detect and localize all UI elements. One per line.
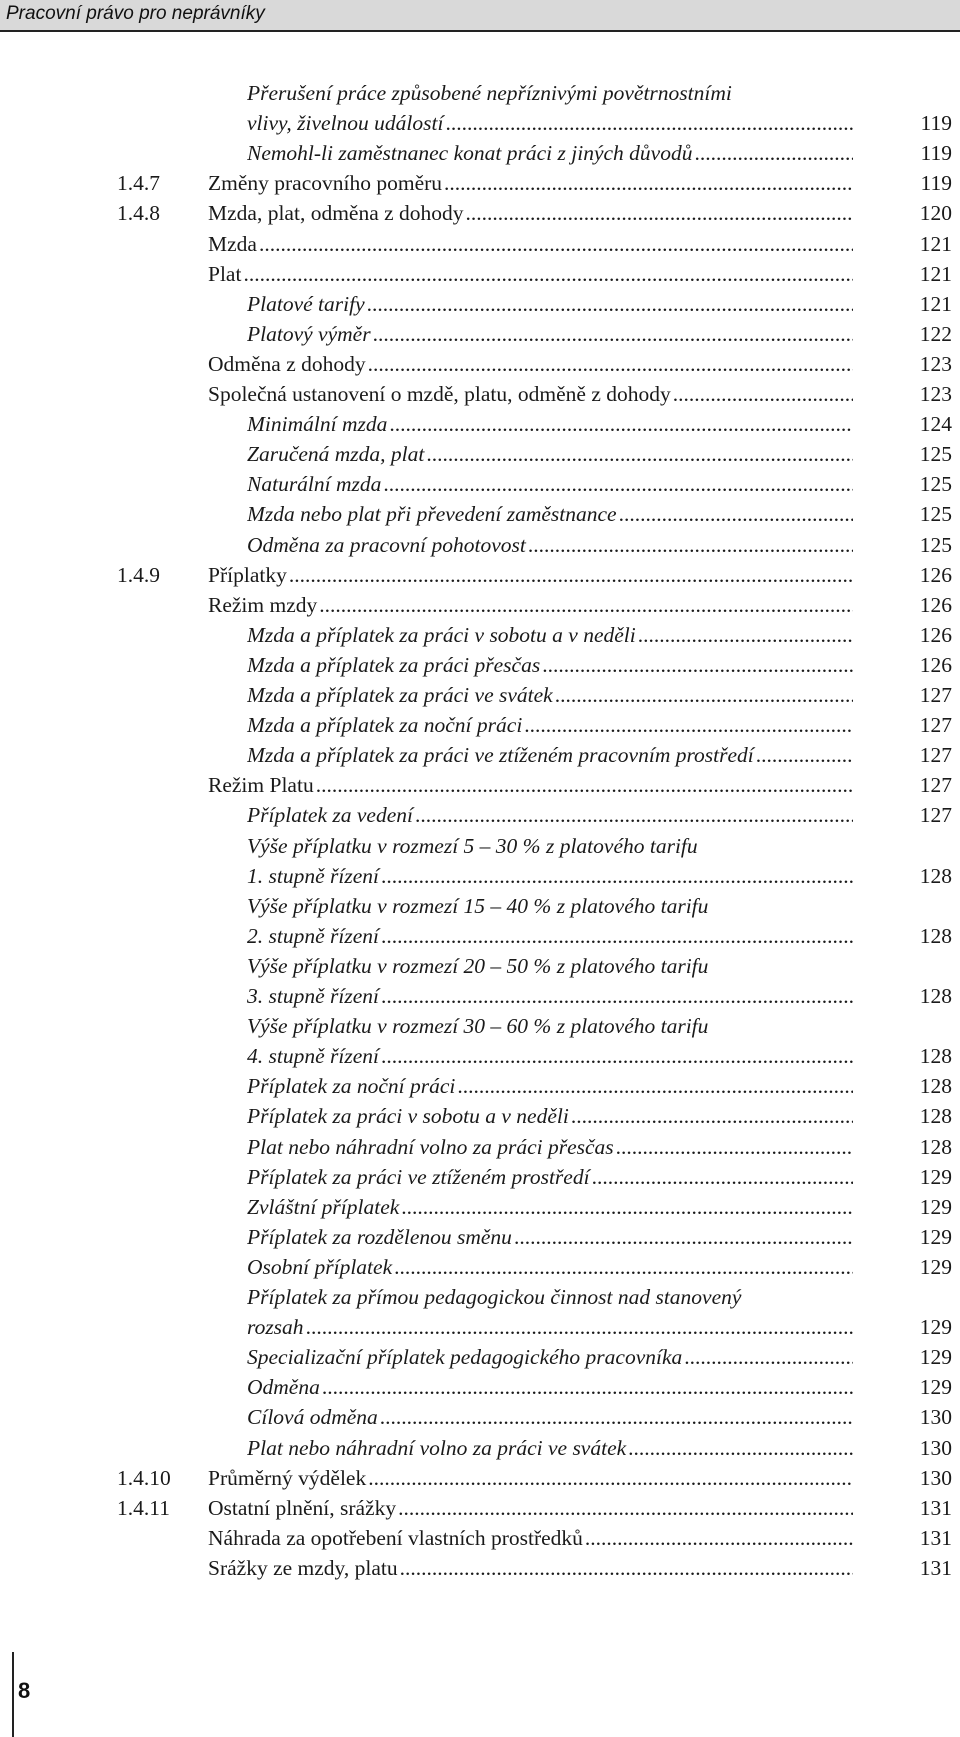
page-number-rule bbox=[12, 1652, 14, 1737]
entry-line bbox=[208, 1553, 856, 1583]
page-reference: 127 bbox=[919, 743, 952, 768]
page-reference: 126 bbox=[919, 652, 952, 677]
page-reference: 123 bbox=[919, 351, 952, 376]
toc-entry bbox=[0, 1192, 960, 1222]
entry-title: Naturální mzda bbox=[247, 472, 382, 497]
dot-leader bbox=[756, 740, 853, 770]
entry-title: Příplatek za práci v sobotu a v neděli bbox=[247, 1104, 569, 1129]
dot-leader bbox=[444, 168, 853, 198]
entry-title: Přerušení práce způsobené nepříznivými povětrnostními bbox=[247, 81, 732, 105]
entry-line bbox=[247, 1132, 856, 1162]
toc-entry bbox=[0, 229, 960, 259]
page-reference: 121 bbox=[919, 291, 952, 316]
entry-title: Příplatek za vedení bbox=[247, 803, 413, 828]
dot-leader bbox=[514, 1222, 853, 1252]
entry-line bbox=[247, 530, 856, 560]
dot-leader bbox=[571, 1101, 853, 1131]
entry-line bbox=[208, 379, 856, 409]
entry-title: Mzda a příplatek za práci v sobotu a v neděli bbox=[247, 622, 636, 647]
entry-title: Platové tarify bbox=[247, 291, 365, 316]
page-reference: 129 bbox=[919, 1164, 952, 1189]
toc-entry bbox=[0, 1402, 960, 1432]
page-reference: 129 bbox=[919, 1375, 952, 1400]
dot-leader bbox=[400, 1553, 853, 1583]
dot-leader bbox=[389, 409, 853, 439]
dot-leader bbox=[528, 530, 853, 560]
entry-line bbox=[208, 770, 856, 800]
toc-entry bbox=[0, 1523, 960, 1553]
toc-entry bbox=[0, 319, 960, 349]
dot-leader bbox=[585, 1523, 853, 1553]
dot-leader bbox=[592, 1162, 853, 1192]
toc-entry bbox=[0, 198, 960, 228]
entry-line bbox=[247, 740, 856, 770]
entry-title: 2. stupně řízení bbox=[247, 923, 379, 948]
toc-entry bbox=[0, 861, 960, 891]
entry-title: Mzda a příplatek za práci přesčas bbox=[247, 652, 541, 677]
page-reference: 128 bbox=[919, 1074, 952, 1099]
dot-leader bbox=[616, 1132, 853, 1162]
page-reference: 128 bbox=[919, 984, 952, 1008]
entry-title: Společná ustanovení o mzdě, platu, odměně z dohody bbox=[208, 382, 671, 406]
dot-leader bbox=[694, 138, 853, 168]
dot-leader bbox=[619, 499, 853, 529]
page-reference: 129 bbox=[919, 1254, 952, 1279]
entry-title: Mzda nebo plat při převedení zaměstnance bbox=[247, 502, 617, 527]
page-reference: 131 bbox=[919, 1555, 952, 1580]
page-reference: 128 bbox=[919, 923, 952, 948]
entry-title: Odměna za pracovní pohotovost bbox=[247, 532, 526, 557]
dot-leader bbox=[316, 770, 853, 800]
page-reference: 119 bbox=[920, 171, 952, 196]
entry-title: Plat nebo náhradní volno za práci ve svátek bbox=[247, 1435, 627, 1460]
dot-leader bbox=[401, 1192, 853, 1222]
entry-line bbox=[208, 349, 856, 379]
entry-line bbox=[247, 1252, 856, 1282]
toc-entry bbox=[0, 800, 960, 830]
entry-line bbox=[208, 1463, 856, 1493]
entry-title: Nemohl-li zaměstnanec konat práci z jiných důvodů bbox=[247, 141, 693, 166]
book-title: Pracovní právo pro neprávníky bbox=[6, 3, 265, 24]
entry-title: Režim Platu bbox=[208, 773, 314, 798]
toc-entry bbox=[0, 921, 960, 951]
dot-leader bbox=[368, 349, 853, 379]
section-number: 1.4.8 bbox=[117, 201, 160, 226]
entry-line bbox=[247, 469, 856, 499]
toc-entry bbox=[0, 1162, 960, 1192]
entry-line bbox=[247, 1101, 856, 1131]
entry-title: Plat nebo náhradní volno za práci přesčas bbox=[247, 1134, 614, 1159]
page-reference: 128 bbox=[919, 1044, 952, 1069]
entry-title: Příplatky bbox=[208, 562, 287, 587]
toc-entry bbox=[0, 78, 960, 108]
page-reference: 126 bbox=[919, 622, 952, 647]
entry-line bbox=[247, 1402, 856, 1432]
dot-leader bbox=[394, 1252, 853, 1282]
toc-entry bbox=[0, 259, 960, 289]
entry-title: Odměna bbox=[247, 1375, 320, 1400]
entry-line bbox=[208, 560, 856, 590]
toc-entry bbox=[0, 1553, 960, 1583]
dot-leader bbox=[381, 921, 853, 951]
section-number: 1.4.9 bbox=[117, 562, 160, 587]
toc-entry bbox=[0, 831, 960, 861]
entry-line bbox=[247, 1372, 856, 1402]
toc-entry bbox=[0, 499, 960, 529]
page-reference: 125 bbox=[919, 442, 952, 467]
page-reference: 131 bbox=[919, 1495, 952, 1520]
entry-title: rozsah bbox=[247, 1315, 304, 1340]
toc-entry bbox=[0, 1312, 960, 1342]
toc-entry bbox=[0, 1132, 960, 1162]
toc-entry bbox=[0, 289, 960, 319]
toc-entry bbox=[0, 590, 960, 620]
page-reference: 128 bbox=[919, 1104, 952, 1129]
entry-line bbox=[208, 168, 856, 198]
toc-entry bbox=[0, 530, 960, 560]
dot-leader bbox=[289, 560, 853, 590]
toc-entry bbox=[0, 1071, 960, 1101]
page-reference: 130 bbox=[919, 1435, 952, 1460]
page-reference: 119 bbox=[920, 141, 952, 166]
entry-line bbox=[247, 1011, 856, 1041]
entry-line bbox=[247, 1282, 856, 1312]
entry-line bbox=[247, 1041, 856, 1071]
page-reference: 126 bbox=[919, 562, 952, 587]
entry-line bbox=[247, 289, 856, 319]
entry-line bbox=[208, 1523, 856, 1553]
page-reference: 120 bbox=[919, 201, 952, 226]
page-reference: 128 bbox=[919, 863, 952, 888]
dot-leader bbox=[319, 590, 853, 620]
dot-leader bbox=[381, 861, 853, 891]
entry-title: Výše příplatku v rozmezí 15 – 40 % z platového tarifu bbox=[247, 893, 709, 918]
entry-title: Příplatek za rozdělenou směnu bbox=[247, 1224, 512, 1249]
entry-line bbox=[247, 861, 856, 891]
page-number: 8 bbox=[18, 1678, 31, 1703]
entry-line bbox=[247, 981, 856, 1011]
entry-title: Platový výměr bbox=[247, 321, 371, 346]
dot-leader bbox=[383, 469, 853, 499]
entry-title: Mzda bbox=[208, 231, 257, 256]
dot-leader bbox=[381, 1041, 853, 1071]
toc-entry bbox=[0, 620, 960, 650]
entry-line bbox=[247, 1312, 856, 1342]
entry-title: Plat bbox=[208, 261, 242, 286]
toc-entry bbox=[0, 108, 960, 138]
dot-leader bbox=[367, 289, 853, 319]
entry-line bbox=[247, 921, 856, 951]
toc-entry bbox=[0, 951, 960, 981]
dot-leader bbox=[426, 439, 853, 469]
page-reference: 129 bbox=[919, 1345, 952, 1370]
toc-entry bbox=[0, 650, 960, 680]
toc-entry bbox=[0, 1372, 960, 1402]
toc-entry bbox=[0, 1493, 960, 1523]
entry-line bbox=[247, 78, 856, 108]
toc-entry bbox=[0, 138, 960, 168]
page-reference: 127 bbox=[919, 773, 952, 798]
dot-leader bbox=[373, 319, 853, 349]
page-reference: 131 bbox=[919, 1525, 952, 1550]
page-reference: 130 bbox=[919, 1405, 952, 1430]
page-reference: 130 bbox=[919, 1465, 952, 1490]
entry-line bbox=[247, 680, 856, 710]
entry-line bbox=[247, 620, 856, 650]
toc-entry bbox=[0, 1282, 960, 1312]
entry-title: Režim mzdy bbox=[208, 592, 318, 617]
toc-entry bbox=[0, 439, 960, 469]
entry-line bbox=[247, 710, 856, 740]
toc-entry bbox=[0, 981, 960, 1011]
entry-title: Ostatní plnění, srážky bbox=[208, 1495, 397, 1520]
entry-title: Výše příplatku v rozmezí 20 – 50 % z platového tarifu bbox=[247, 953, 709, 978]
entry-title: 3. stupně řízení bbox=[247, 984, 379, 1008]
page-reference: 127 bbox=[919, 803, 952, 828]
dot-leader bbox=[368, 1463, 853, 1493]
entry-line bbox=[247, 439, 856, 469]
toc-entry bbox=[0, 710, 960, 740]
entry-line bbox=[247, 1162, 856, 1192]
dot-leader bbox=[380, 1402, 853, 1432]
toc-entry bbox=[0, 740, 960, 770]
page-reference: 129 bbox=[919, 1315, 952, 1340]
entry-line bbox=[247, 319, 856, 349]
page-reference: 125 bbox=[919, 532, 952, 557]
entry-title: Mzda a příplatek za práci ve ztíženém pracovním prostředí bbox=[247, 743, 754, 768]
entry-line bbox=[208, 198, 856, 228]
entry-line bbox=[247, 1071, 856, 1101]
toc-entry bbox=[0, 379, 960, 409]
entry-line bbox=[208, 1493, 856, 1523]
dot-leader bbox=[555, 680, 853, 710]
dot-leader bbox=[306, 1312, 853, 1342]
toc-entry bbox=[0, 1041, 960, 1071]
section-number: 1.4.10 bbox=[117, 1465, 171, 1490]
dot-leader bbox=[445, 108, 853, 138]
entry-title: Změny pracovního poměru bbox=[208, 171, 443, 196]
entry-title: Odměna z dohody bbox=[208, 351, 366, 376]
toc-entry bbox=[0, 560, 960, 590]
entry-title: vlivy, živelnou událostí bbox=[247, 111, 444, 136]
entry-line bbox=[247, 1192, 856, 1222]
dot-leader bbox=[457, 1071, 853, 1101]
page-reference: 121 bbox=[919, 231, 952, 256]
entry-line bbox=[247, 108, 856, 138]
page-reference: 119 bbox=[920, 111, 952, 136]
dot-leader bbox=[415, 800, 853, 830]
entry-title: Příplatek za noční práci bbox=[247, 1074, 456, 1099]
page-reference: 128 bbox=[919, 1134, 952, 1159]
entry-line bbox=[247, 1222, 856, 1252]
toc-entry bbox=[0, 1011, 960, 1041]
entry-title: Mzda a příplatek za noční práci bbox=[247, 713, 523, 738]
toc-entry bbox=[0, 1101, 960, 1131]
dot-leader bbox=[381, 981, 853, 1011]
dot-leader bbox=[542, 650, 853, 680]
dot-leader bbox=[259, 229, 853, 259]
toc-entry bbox=[0, 409, 960, 439]
dot-leader bbox=[673, 379, 853, 409]
dot-leader bbox=[684, 1342, 853, 1372]
page-reference: 126 bbox=[919, 592, 952, 617]
entry-title: Mzda, plat, odměna z dohody bbox=[208, 201, 464, 226]
entry-title: 1. stupně řízení bbox=[247, 863, 379, 888]
entry-line bbox=[208, 590, 856, 620]
page-reference: 124 bbox=[919, 412, 952, 437]
entry-line bbox=[247, 1433, 856, 1463]
entry-title: Zvláštní příplatek bbox=[247, 1194, 400, 1219]
dot-leader bbox=[243, 259, 853, 289]
entry-line bbox=[247, 1342, 856, 1372]
page-reference: 122 bbox=[919, 321, 952, 346]
entry-title: Minimální mzda bbox=[247, 412, 388, 437]
entry-line bbox=[247, 891, 856, 921]
toc-entry bbox=[0, 1463, 960, 1493]
entry-line bbox=[208, 259, 856, 289]
entry-line bbox=[247, 138, 856, 168]
page-reference: 127 bbox=[919, 683, 952, 707]
toc-entry bbox=[0, 1222, 960, 1252]
entry-title: Výše příplatku v rozmezí 30 – 60 % z platového tarifu bbox=[247, 1014, 709, 1039]
dot-leader bbox=[322, 1372, 853, 1402]
entry-title: Příplatek za práci ve ztíženém prostředí bbox=[247, 1164, 590, 1189]
dot-leader bbox=[398, 1493, 853, 1523]
entry-line bbox=[247, 831, 856, 861]
toc-entry bbox=[0, 349, 960, 379]
entry-title: Mzda a příplatek za práci ve svátek bbox=[247, 683, 553, 707]
entry-line bbox=[247, 650, 856, 680]
toc-entry bbox=[0, 469, 960, 499]
entry-line bbox=[247, 409, 856, 439]
dot-leader bbox=[466, 198, 853, 228]
entry-title: Průměrný výdělek bbox=[208, 1465, 367, 1490]
toc-entry bbox=[0, 1252, 960, 1282]
entry-title: Výše příplatku v rozmezí 5 – 30 % z platového tarifu bbox=[247, 833, 698, 858]
dot-leader bbox=[628, 1433, 853, 1463]
entry-title: Cílová odměna bbox=[247, 1405, 378, 1430]
running-header bbox=[0, 0, 960, 30]
section-number: 1.4.11 bbox=[117, 1495, 170, 1520]
page-reference: 123 bbox=[919, 382, 952, 406]
toc-entry bbox=[0, 1342, 960, 1372]
entry-title: 4. stupně řízení bbox=[247, 1044, 379, 1069]
entry-title: Srážky ze mzdy, platu bbox=[208, 1555, 398, 1580]
page-reference: 129 bbox=[919, 1194, 952, 1219]
page-reference: 121 bbox=[919, 261, 952, 286]
toc-entry bbox=[0, 1433, 960, 1463]
entry-title: Náhrada za opotřebení vlastních prostředků bbox=[208, 1525, 583, 1550]
entry-title: Specializační příplatek pedagogického pracovníka bbox=[247, 1345, 683, 1370]
page-reference: 125 bbox=[919, 502, 952, 527]
entry-line bbox=[247, 800, 856, 830]
dot-leader bbox=[524, 710, 853, 740]
page-reference: 127 bbox=[919, 713, 952, 738]
page-reference: 129 bbox=[919, 1224, 952, 1249]
page-reference: 125 bbox=[919, 472, 952, 497]
dot-leader bbox=[638, 620, 853, 650]
entry-line bbox=[247, 499, 856, 529]
entry-line bbox=[247, 951, 856, 981]
toc-entry bbox=[0, 770, 960, 800]
entry-title: Zaručená mzda, plat bbox=[247, 442, 425, 467]
toc-entry bbox=[0, 680, 960, 710]
header-rule bbox=[0, 30, 960, 32]
entry-title: Osobní příplatek bbox=[247, 1254, 393, 1279]
toc-entry bbox=[0, 891, 960, 921]
entry-title: Příplatek za přímou pedagogickou činnost nad stanovený bbox=[247, 1285, 742, 1309]
section-number: 1.4.7 bbox=[117, 171, 160, 196]
toc-entry bbox=[0, 168, 960, 198]
entry-line bbox=[208, 229, 856, 259]
